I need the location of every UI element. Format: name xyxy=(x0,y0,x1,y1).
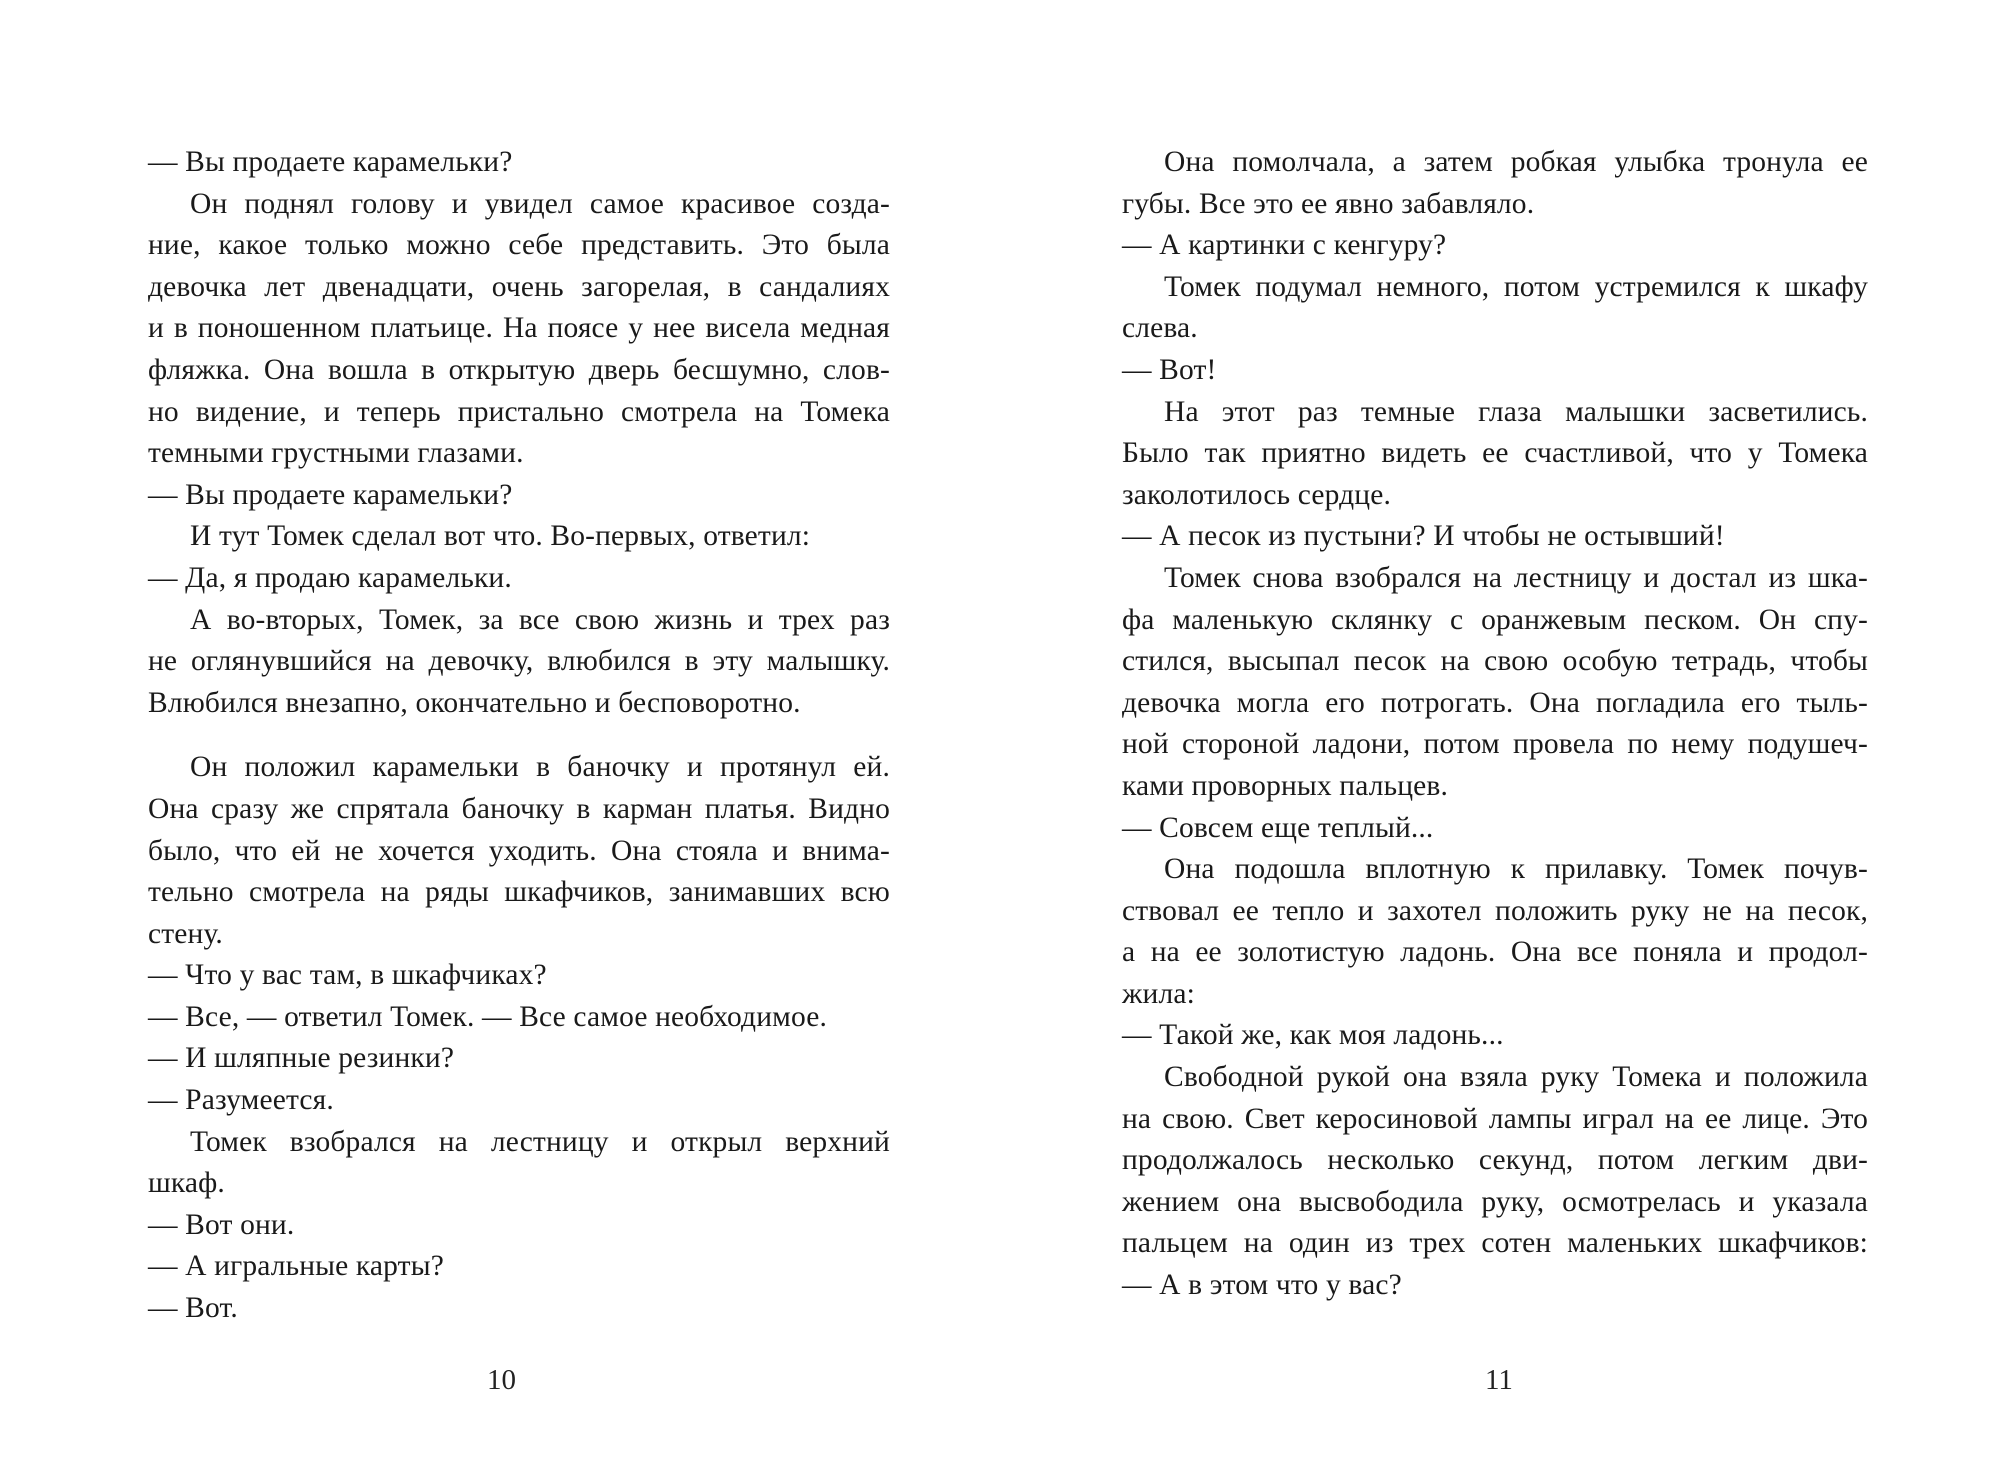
text-line: ками проворных пальцев. xyxy=(1122,769,1449,802)
text-line: темными грустными глазами. xyxy=(148,437,524,470)
left-page-number: 10 xyxy=(487,1364,516,1396)
text-line: — Вот они. xyxy=(148,1208,295,1241)
text-line: но видение, и теперь пристально смотрела на Томека xyxy=(148,395,890,428)
text-line: тельно смотрела на ряды шкафчиков, занимавших всю xyxy=(148,876,890,909)
text-line: Влюбился внезапно, окончательно и бесповоротно. xyxy=(148,686,801,719)
text-line: стену. xyxy=(148,917,223,950)
text-line: слева. xyxy=(1122,312,1198,345)
text-line: — Разумеется. xyxy=(148,1084,334,1117)
text-line: Она подошла вплотную к прилавку. Томек почув- xyxy=(1164,853,1868,886)
text-line: Томек снова взобрался на лестницу и достал из шка- xyxy=(1164,561,1868,594)
text-line: — А игральные карты? xyxy=(148,1250,444,1283)
text-line: и в поношенном платьице. На поясе у нее висела медная xyxy=(148,312,890,345)
text-line: продолжалось несколько секунд, потом легким дви- xyxy=(1122,1144,1868,1177)
text-line: было, что ей не хочется уходить. Она стояла и внима- xyxy=(148,834,890,867)
text-line: — Вы продаете карамельки? xyxy=(148,146,513,178)
text-line: — Все, — ответил Томек. — Все самое необходимое. xyxy=(148,1000,827,1033)
text-line: фа маленькую склянку с оранжевым песком. Он спу- xyxy=(1122,603,1868,636)
text-line: жением она высвободила руку, осмотрелась и указала xyxy=(1122,1185,1868,1218)
text-line: Она сразу же спрятала баночку в карман платья. Видно xyxy=(148,792,890,825)
right-page-number: 11 xyxy=(1485,1364,1513,1396)
text-line: на свою. Свет керосиновой лампы играл на ее лице. Это xyxy=(1122,1102,1868,1135)
text-line: На этот раз темные глаза малышки засветились. xyxy=(1164,395,1868,428)
right-page xyxy=(1122,142,1868,1307)
text-line: — И шляпные резинки? xyxy=(148,1042,455,1075)
text-line: ние, какое только можно себе представить. Это была xyxy=(148,229,890,262)
text-line: а на ее золотистую ладонь. Она все поняла и продол- xyxy=(1122,936,1868,969)
text-line: И тут Томек сделал вот что. Во-первых, ответил: xyxy=(190,520,811,553)
text-line: фляжка. Она вошла в открытую дверь бесшумно, слов- xyxy=(148,353,890,386)
text-line: — Такой же, как моя ладонь... xyxy=(1122,1019,1504,1052)
text-line: ной стороной ладони, потом провела по нему подушеч- xyxy=(1122,728,1868,761)
text-line: — А картинки с кенгуру? xyxy=(1122,229,1447,262)
text-line: Было так приятно видеть ее счастливой, что у Томека xyxy=(1122,437,1868,470)
text-line: шкаф. xyxy=(148,1167,225,1200)
text-line: — А песок из пустыни? И чтобы не остывший! xyxy=(1122,520,1725,553)
text-line: девочка лет двенадцати, очень загорелая, в сандалиях xyxy=(148,270,890,303)
text-line: — Совсем еще теплый... xyxy=(1122,811,1434,844)
text-line: — Вот! xyxy=(1122,353,1217,386)
text-line: — А в этом что у вас? xyxy=(1122,1269,1402,1302)
text-line: стился, высыпал песок на свою особую тетрадь, чтобы xyxy=(1122,645,1868,678)
text-line: — Что у вас там, в шкафчиках? xyxy=(148,959,547,992)
text-line: заколотилось сердце. xyxy=(1122,478,1392,511)
text-line: — Вот. xyxy=(148,1292,238,1325)
text-line: Она помолчала, а затем робкая улыбка тронула ее xyxy=(1164,146,1868,178)
text-line: Томек подумал немного, потом устремился к шкафу xyxy=(1164,270,1868,303)
text-line: Он положил карамельки в баночку и протянул ей. xyxy=(190,751,890,784)
text-line: девочка могла его потрогать. Она погладила его тыль- xyxy=(1122,686,1868,719)
text-line: — Вы продаете карамельки? xyxy=(148,478,513,511)
text-line: губы. Все это ее явно забавляло. xyxy=(1122,187,1535,220)
text-line: пальцем на один из трех сотен маленьких шкафчиков: xyxy=(1122,1227,1868,1260)
text-line: жила: xyxy=(1122,977,1195,1010)
text-line: Свободной рукой она взяла руку Томека и положила xyxy=(1164,1061,1868,1094)
text-line: — Да, я продаю карамельки. xyxy=(148,561,512,594)
text-line: Он поднял голову и увидел самое красивое созда- xyxy=(190,187,890,220)
left-page xyxy=(148,142,890,1330)
text-line: А во-вторых, Томек, за все свою жизнь и трех раз xyxy=(190,603,890,636)
text-line: ствовал ее тепло и захотел положить руку не на песок, xyxy=(1122,894,1868,927)
text-line: Томек взобрался на лестницу и открыл верхний xyxy=(190,1125,890,1158)
text-line: не оглянувшийся на девочку, влюбился в эту малышку. xyxy=(148,645,890,678)
